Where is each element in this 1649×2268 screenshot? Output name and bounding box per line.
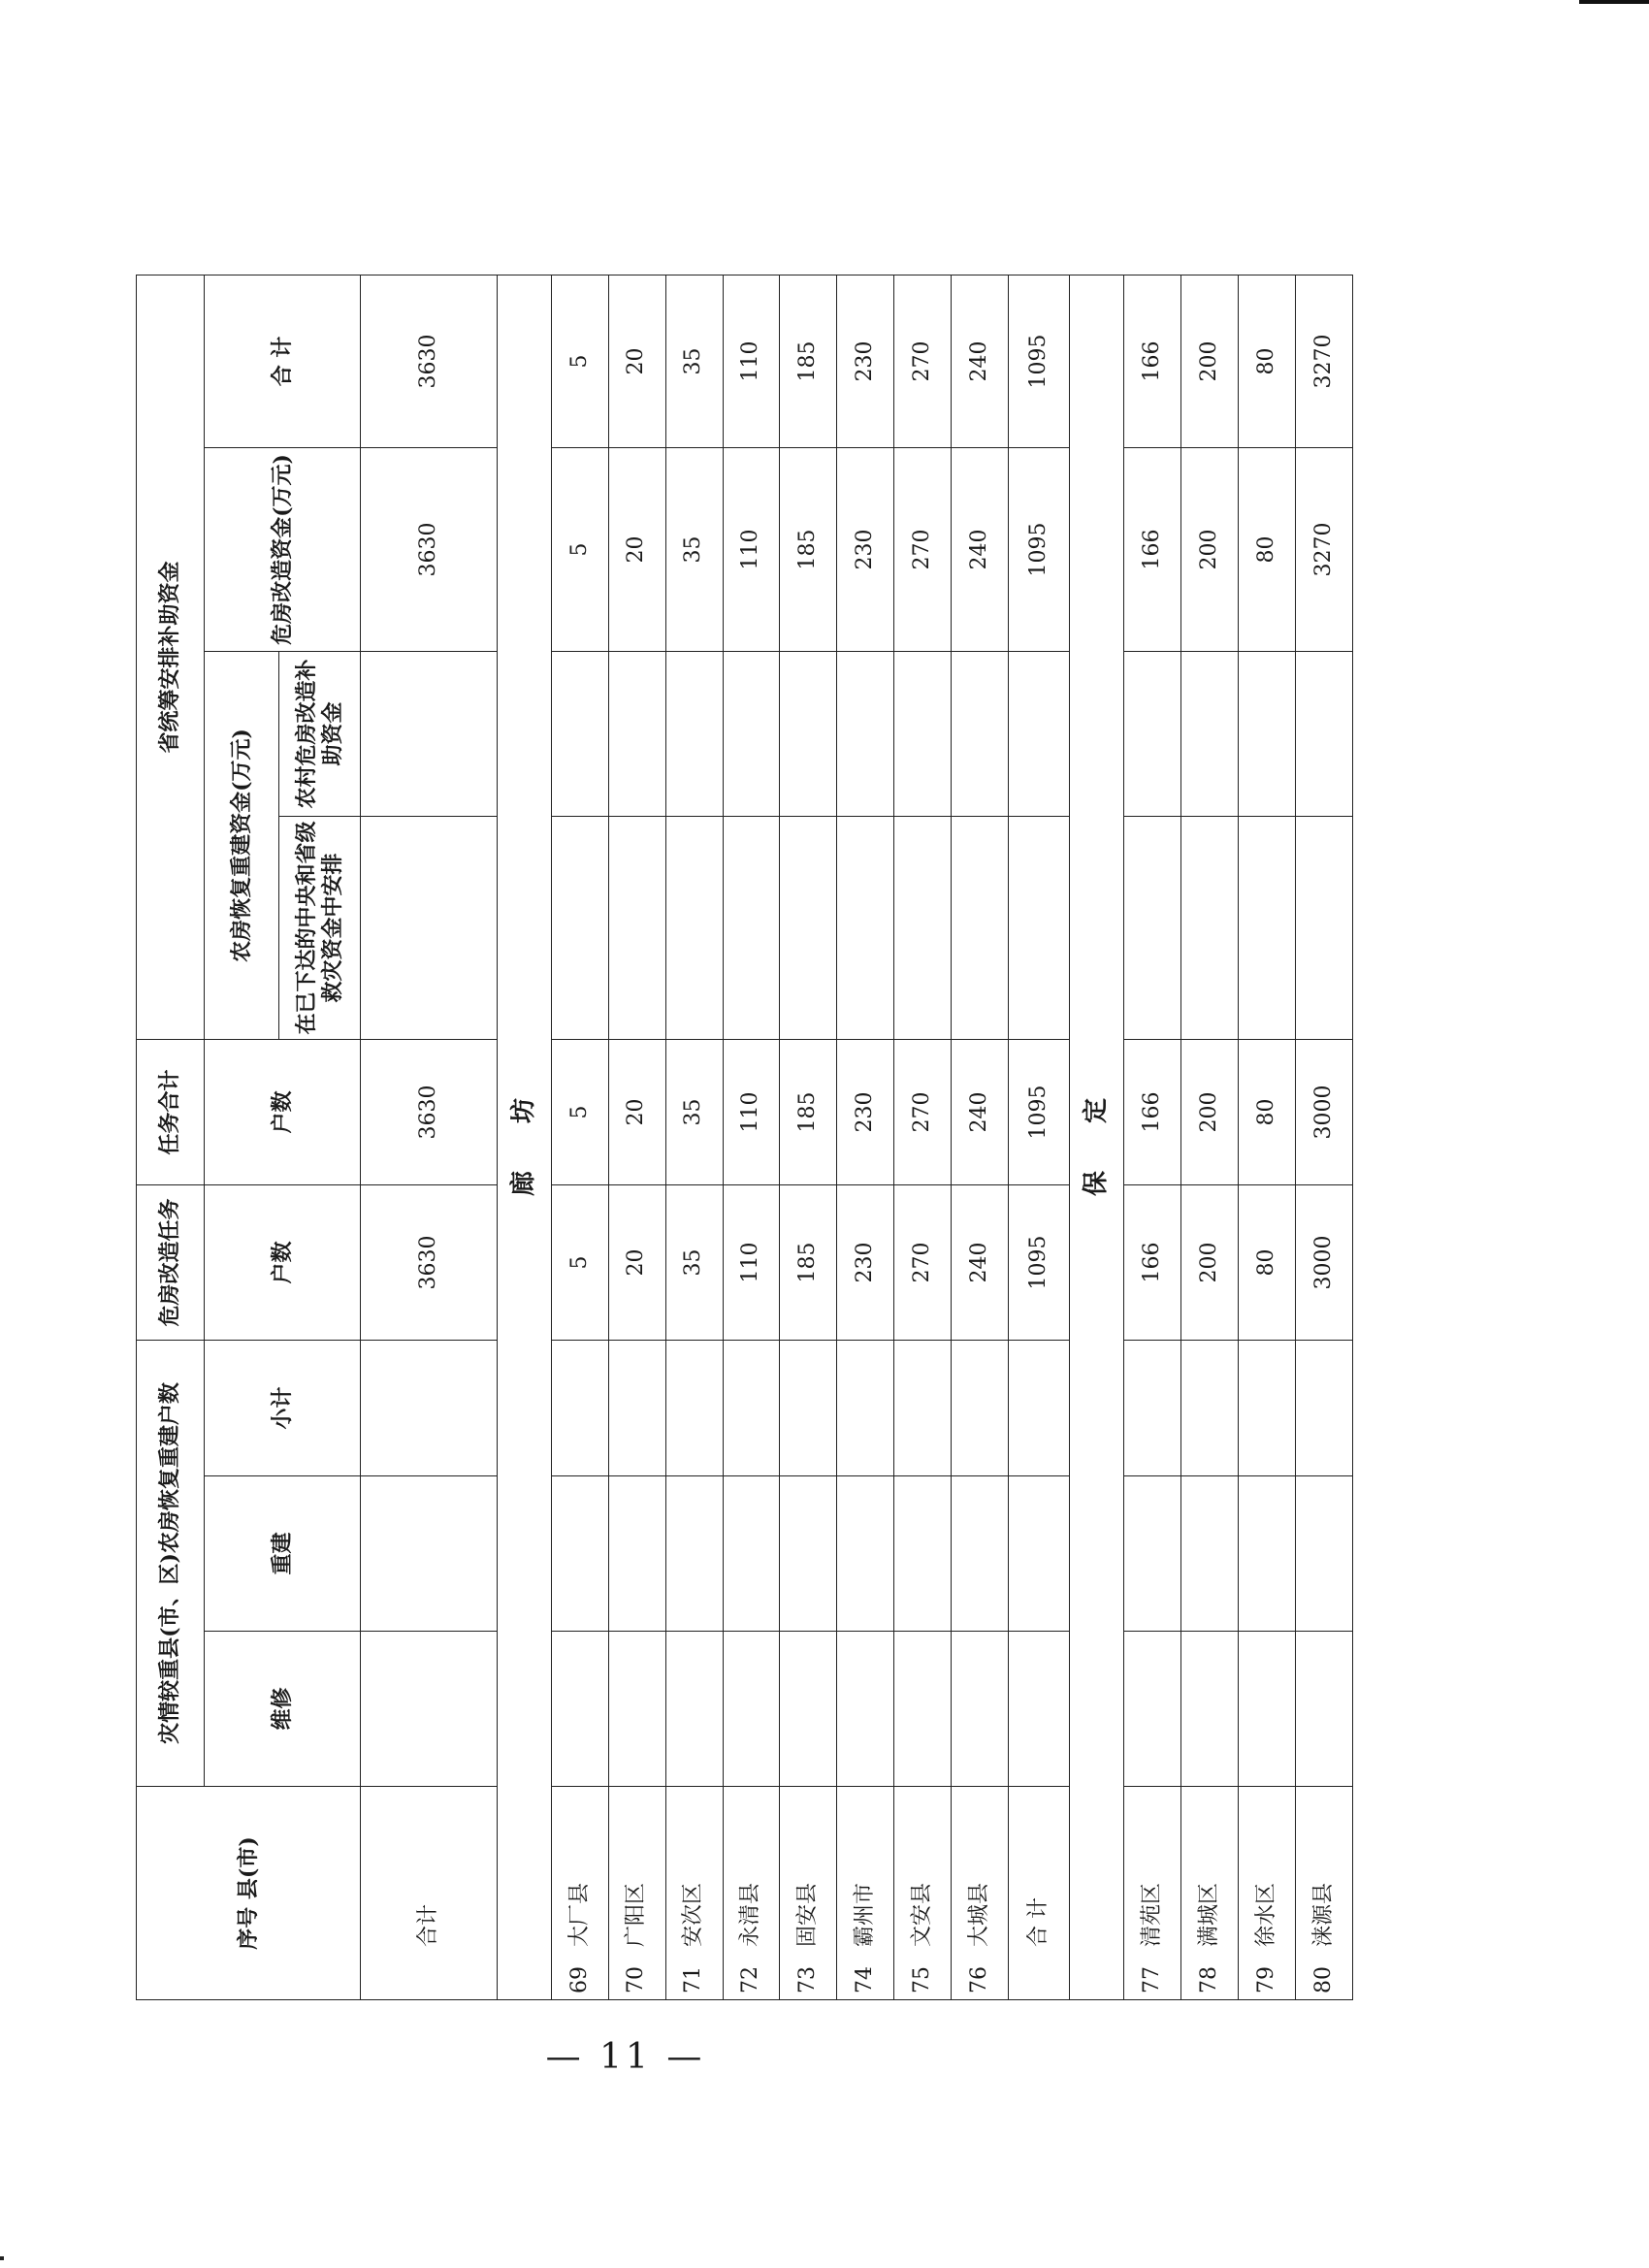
- subtotal-row: [1009, 275, 1070, 1999]
- reno-funds-cell: 230: [837, 447, 894, 651]
- reno-households-cell: 5: [551, 1184, 608, 1340]
- county-cell: 78满城区: [1181, 1787, 1239, 2000]
- reno-funds-cell: 35: [665, 447, 723, 651]
- reno-households-cell: 20: [608, 1184, 665, 1340]
- task-households-cell: 185: [780, 1039, 837, 1184]
- reno-households-cell: 3000: [1295, 1184, 1352, 1340]
- county-cell: 73固安县: [780, 1787, 837, 2000]
- reno-households-cell: 270: [894, 1184, 952, 1340]
- table-row: [1124, 275, 1181, 1999]
- county-cell: 79徐水区: [1239, 1787, 1296, 2000]
- table-row: [894, 275, 952, 1999]
- header-disaster-households: 灾情较重县(市、区)农房恢复重建户数: [137, 1340, 205, 1786]
- header-rural-subsidy: 农村危房改造补助资金: [279, 651, 361, 816]
- header-rebuild: 重建: [205, 1476, 361, 1632]
- task-households-cell: 200: [1181, 1039, 1239, 1184]
- reno-funds-cell: 110: [723, 447, 780, 651]
- task-households-cell: 110: [723, 1039, 780, 1184]
- scan-dot-mark: [0, 2256, 4, 2260]
- reno-funds-cell: 80: [1239, 447, 1296, 651]
- total-cell: 200: [1181, 275, 1239, 447]
- total-cell: 185: [780, 275, 837, 447]
- reno-funds-cell: 1095: [1009, 447, 1070, 651]
- task-households-cell: 166: [1124, 1039, 1181, 1184]
- table-row: [952, 275, 1009, 1999]
- total-cell: 20: [608, 275, 665, 447]
- total-cell: 240: [952, 275, 1009, 447]
- reno-households-cell: 35: [665, 1184, 723, 1340]
- total-cell: 35: [665, 275, 723, 447]
- task-households-cell: 3630: [361, 1039, 497, 1184]
- county-cell: 72永清县: [723, 1787, 780, 2000]
- county-cell: 77清苑区: [1124, 1787, 1181, 2000]
- scan-edge-mark: [1579, 0, 1649, 4]
- task-households-cell: 230: [837, 1039, 894, 1184]
- table-row: [608, 275, 665, 1999]
- section-title-baoding: 保 定: [1070, 275, 1124, 1999]
- header-rebuild-funds: 农房恢复重建资金(万元): [205, 651, 279, 1039]
- reno-funds-cell: 3630: [361, 447, 497, 651]
- county-cell: 70广阳区: [608, 1787, 665, 2000]
- table-row: [1181, 275, 1239, 1999]
- header-subtotal: 小计: [205, 1340, 361, 1475]
- county-cell: 75文安县: [894, 1787, 952, 2000]
- reno-households-cell: 3630: [361, 1184, 497, 1340]
- county-cell: 69大厂县: [551, 1787, 608, 2000]
- section-total-row: [361, 275, 497, 1999]
- table-row: [551, 275, 608, 1999]
- total-cell: 166: [1124, 275, 1181, 447]
- section-title-langfang: 廊 坊: [497, 275, 551, 1999]
- header-seq-county: 序号 县(市): [137, 1787, 361, 2000]
- reno-households-cell: 185: [780, 1184, 837, 1340]
- header-task-households: 户数: [205, 1039, 361, 1184]
- table-row: [1295, 275, 1352, 1999]
- county-cell: 76大城县: [952, 1787, 1009, 2000]
- header-row-1: [137, 275, 205, 1999]
- total-cell: 110: [723, 275, 780, 447]
- total-cell: 5: [551, 275, 608, 447]
- section-title-row: [497, 275, 551, 1999]
- table-row: [1239, 275, 1296, 1999]
- header-provincial-funds: 省统筹安排补助资金: [137, 275, 205, 1039]
- subtotal-label: 合 计: [1009, 1787, 1070, 2000]
- section-title-row: [1070, 275, 1124, 1999]
- table-row: [780, 275, 837, 1999]
- reno-funds-cell: 3270: [1295, 447, 1352, 651]
- reno-households-cell: 230: [837, 1184, 894, 1340]
- task-households-cell: 3000: [1295, 1039, 1352, 1184]
- task-households-cell: 1095: [1009, 1039, 1070, 1184]
- reno-households-cell: 240: [952, 1184, 1009, 1340]
- total-cell: 80: [1239, 275, 1296, 447]
- task-households-cell: 80: [1239, 1039, 1296, 1184]
- reno-households-cell: 110: [723, 1184, 780, 1340]
- total-cell: 1095: [1009, 275, 1070, 447]
- table-row: [837, 275, 894, 1999]
- header-task-total: 任务合计: [137, 1039, 205, 1184]
- reno-funds-cell: 185: [780, 447, 837, 651]
- header-reno-funds: 危房改造资金(万元): [205, 447, 361, 651]
- total-cell: 3630: [361, 275, 497, 447]
- reno-funds-cell: 240: [952, 447, 1009, 651]
- county-cell: 80涞源县: [1295, 1787, 1352, 2000]
- header-repair: 维修: [205, 1632, 361, 1787]
- reno-funds-cell: 20: [608, 447, 665, 651]
- reno-funds-cell: 5: [551, 447, 608, 651]
- task-households-cell: 20: [608, 1039, 665, 1184]
- page-number: — 11 —: [545, 2037, 706, 2077]
- table-row: [665, 275, 723, 1999]
- total-cell: 3270: [1295, 275, 1352, 447]
- county-cell: 71安次区: [665, 1787, 723, 2000]
- reno-households-cell: 200: [1181, 1184, 1239, 1340]
- section-total-label: 合计: [361, 1787, 497, 2000]
- header-reno-task: 危房改造任务: [137, 1184, 205, 1340]
- header-central-provincial: 在已下达的中央和省级救灾资金中安排: [279, 816, 361, 1039]
- reno-households-cell: 80: [1239, 1184, 1296, 1340]
- rotated-table-container: [136, 275, 1353, 2000]
- header-total: 合 计: [205, 275, 361, 447]
- task-households-cell: 270: [894, 1039, 952, 1184]
- allocation-table: [136, 275, 1353, 2000]
- total-cell: 270: [894, 275, 952, 447]
- reno-funds-cell: 270: [894, 447, 952, 651]
- task-households-cell: 240: [952, 1039, 1009, 1184]
- header-reno-households: 户数: [205, 1184, 361, 1340]
- header-row-2: [205, 275, 279, 1999]
- reno-households-cell: 1095: [1009, 1184, 1070, 1340]
- total-cell: 230: [837, 275, 894, 447]
- reno-funds-cell: 166: [1124, 447, 1181, 651]
- task-households-cell: 35: [665, 1039, 723, 1184]
- table-row: [723, 275, 780, 1999]
- reno-households-cell: 166: [1124, 1184, 1181, 1340]
- county-cell: 74霸州市: [837, 1787, 894, 2000]
- task-households-cell: 5: [551, 1039, 608, 1184]
- reno-funds-cell: 200: [1181, 447, 1239, 651]
